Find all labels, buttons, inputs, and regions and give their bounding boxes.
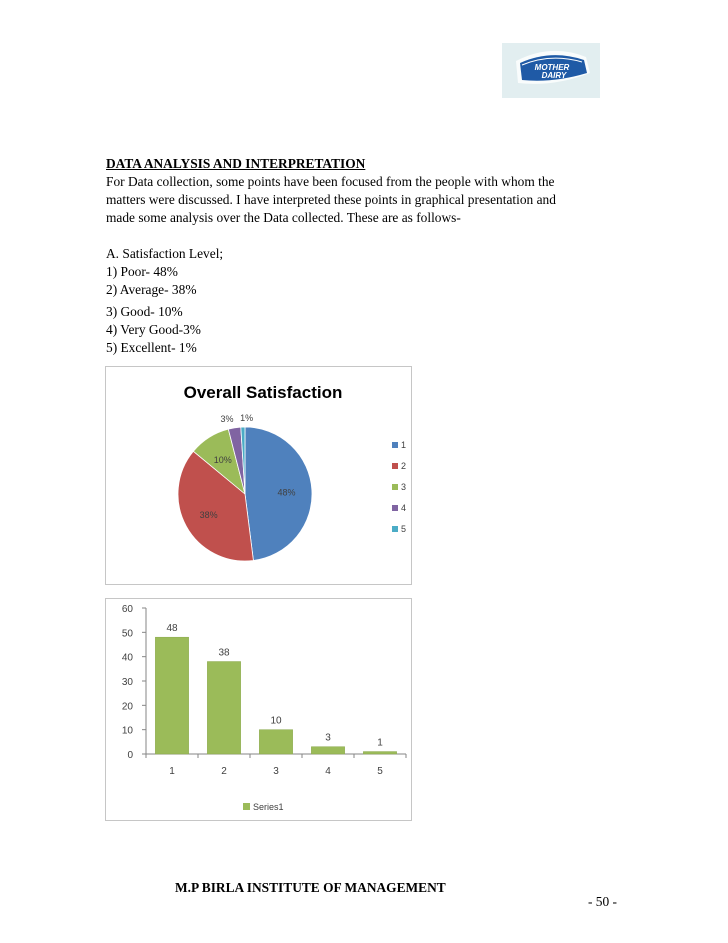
pie-legend-swatch: [392, 484, 398, 490]
institute-name: M.P BIRLA INSTITUTE OF MANAGEMENT: [175, 880, 446, 895]
pie-data-label: 38%: [199, 510, 218, 521]
bar-data-label: 3: [325, 732, 331, 744]
pie-chart-title: Overall Satisfaction: [183, 383, 343, 402]
bar-category-label: 1: [169, 766, 175, 777]
bar-y-tick-label: 50: [121, 628, 133, 640]
intro-line: For Data collection, some points have been focused from the people with whom the: [106, 174, 555, 189]
logo-line1: MOTHER: [534, 63, 570, 72]
pie-legend-swatch: [392, 463, 398, 469]
satisfaction-item: 3) Good- 10%: [106, 304, 183, 319]
satisfaction-item: 5) Excellent- 1%: [106, 340, 197, 355]
pie-legend-swatch: [392, 505, 398, 511]
bar-y-tick-label: 60: [121, 604, 133, 615]
satisfaction-title: A. Satisfaction Level;: [106, 246, 224, 261]
pie-chart: [105, 366, 412, 585]
bar-category-label: 3: [273, 766, 279, 777]
page-number: - 50 -: [588, 894, 618, 909]
logo-line2: DAIRY: [541, 71, 567, 80]
bar-data-label: 10: [270, 715, 282, 727]
bar-y-tick-label: 40: [121, 652, 133, 664]
bar-chart-svg: [106, 599, 411, 820]
pie-legend-label: 4: [401, 503, 407, 513]
pie-data-label: 3%: [220, 413, 234, 424]
pie-data-label: 10%: [213, 454, 232, 465]
bar-category-label: 4: [325, 766, 331, 777]
bar-chart: [105, 598, 412, 821]
pie-legend-swatch: [392, 442, 398, 448]
bar-y-tick-label: 30: [121, 677, 133, 688]
bar-data-label: 48: [166, 623, 178, 635]
satisfaction-item: 4) Very Good-3%: [106, 322, 201, 337]
bar-category-label: 5: [377, 766, 383, 777]
intro-line: matters were discussed. I have interpreted these points in graphical presentation and: [106, 192, 556, 207]
bar-y-tick-label: 0: [127, 750, 133, 761]
bar-legend-label: Series1: [253, 802, 284, 812]
pie-legend-label: 3: [401, 482, 407, 492]
pie-data-label: 1%: [240, 413, 254, 424]
pie-data-label: 48%: [277, 487, 296, 498]
satisfaction-item: 1) Poor- 48%: [106, 264, 178, 279]
pie-chart-svg: [106, 367, 411, 584]
bar-category-label: 2: [221, 766, 227, 777]
bar-1: [155, 637, 188, 754]
satisfaction-item: 2) Average- 38%: [106, 282, 197, 297]
bar-2: [207, 662, 240, 754]
pie-legend-swatch: [392, 526, 398, 532]
pie-legend-label: 1: [401, 440, 407, 450]
pie-legend-label: 2: [401, 461, 407, 471]
bar-y-tick-label: 20: [121, 701, 133, 713]
bar-3: [259, 730, 292, 754]
pie-legend-label: 5: [401, 524, 407, 534]
intro-line: made some analysis over the Data collected. These are as follows-: [106, 210, 461, 225]
bar-data-label: 38: [218, 647, 230, 659]
analysis-text: [106, 155, 606, 357]
bar-4: [311, 747, 344, 754]
bar-y-tick-label: 10: [121, 725, 133, 737]
section-heading: DATA ANALYSIS AND INTERPRETATION: [106, 156, 366, 171]
bar-data-label: 1: [377, 737, 383, 749]
mother-dairy-logo: [502, 43, 600, 98]
bar-legend-swatch: [243, 803, 250, 810]
bar-5: [363, 752, 396, 754]
